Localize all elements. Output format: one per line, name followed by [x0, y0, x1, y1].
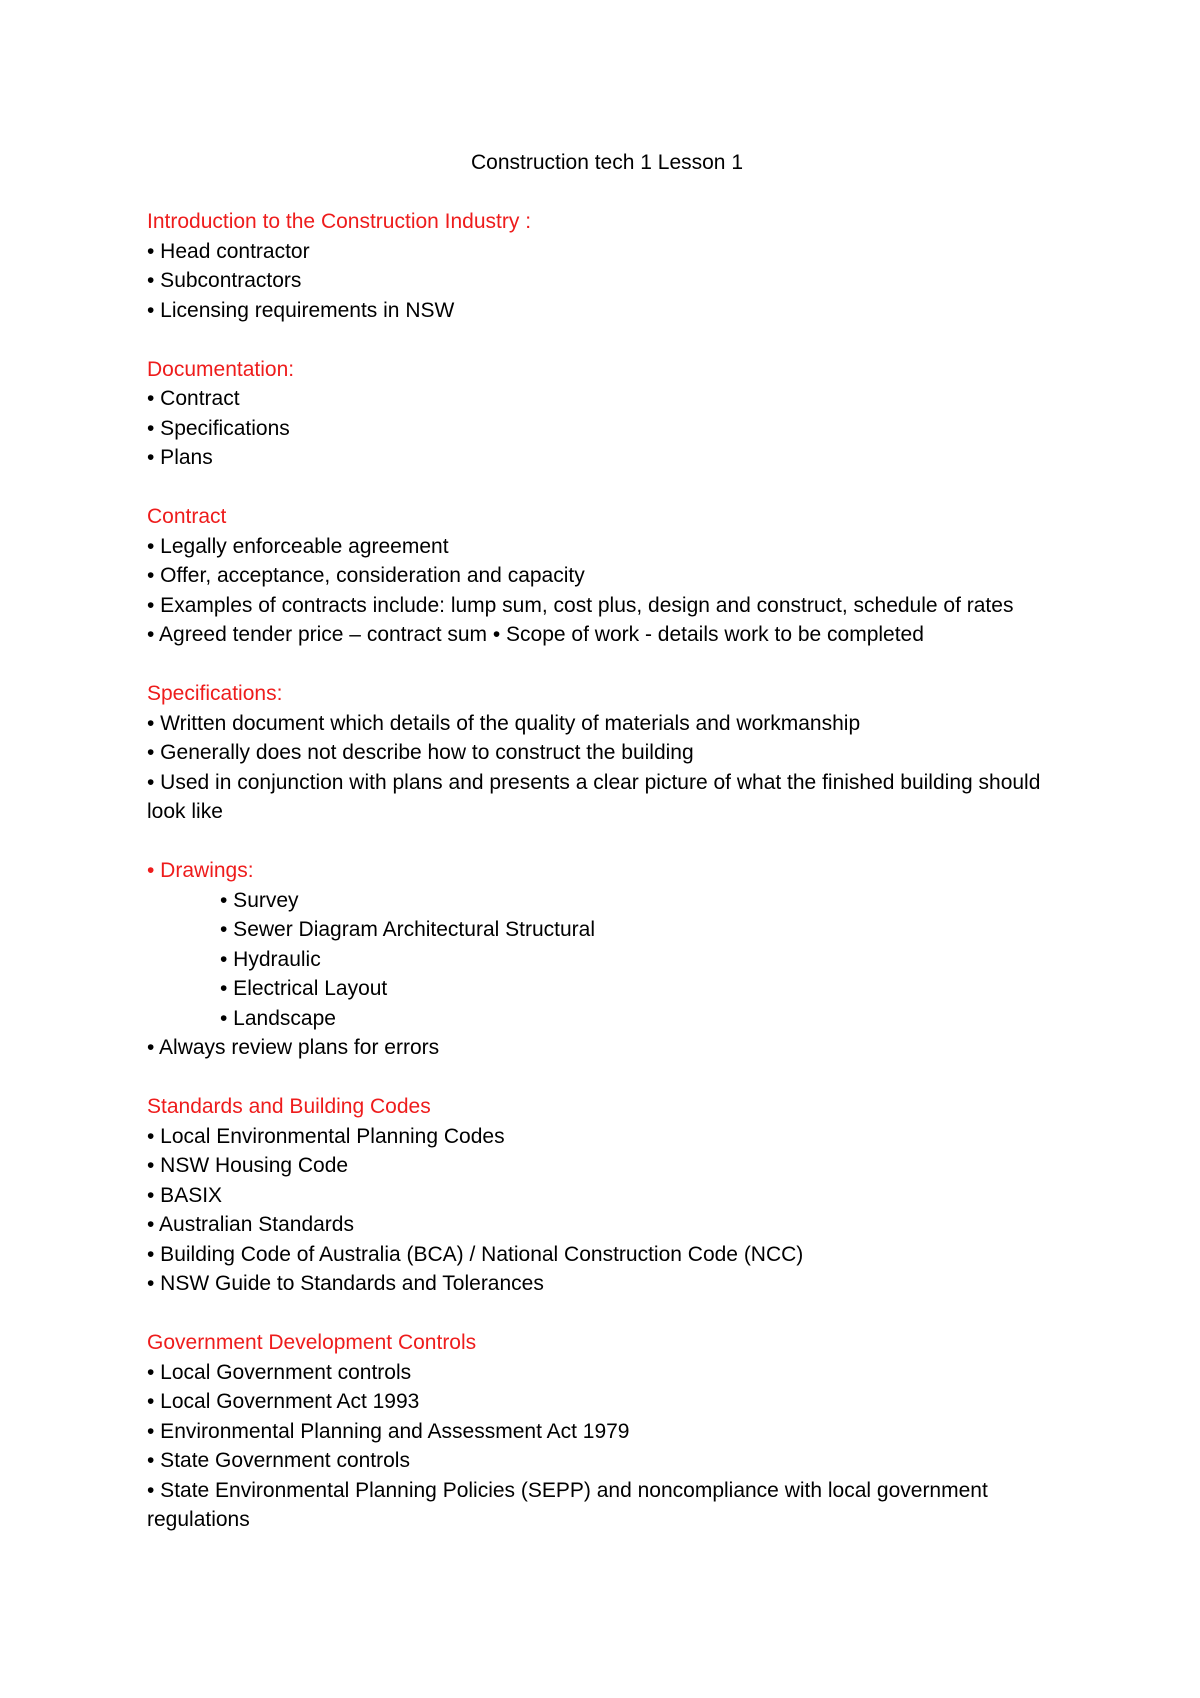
list-item: • Examples of contracts include: lump sum, cost plus, design and construct, schedule of rates: [147, 593, 1014, 617]
list-item: • Environmental Planning and Assessment Act 1979: [147, 1419, 630, 1443]
section-contract: [147, 502, 1067, 650]
list-item: • Generally does not describe how to construct the building: [147, 741, 694, 764]
list-item: • Agreed tender price – contract sum • Scope of work - details work to be completed: [147, 623, 924, 646]
list-item: • Local Government Act 1993: [147, 1390, 420, 1413]
list-item: • BASIX: [147, 1183, 223, 1207]
list-item: • Contract: [147, 387, 240, 410]
list-item: • Local Environmental Planning Codes: [147, 1124, 505, 1148]
section-drawings: [147, 856, 1067, 1063]
list-item: • Australian Standards: [147, 1213, 354, 1236]
list-item: • Used in conjunction with plans and presents a clear picture of what the finished building should look like: [147, 770, 1041, 823]
list-item: • Building Code of Australia (BCA) / National Construction Code (NCC): [147, 1242, 804, 1266]
sub-list-item: • Hydraulic: [220, 947, 321, 971]
list-item: • Plans: [147, 446, 213, 469]
list-item: • Licensing requirements in NSW: [147, 298, 455, 322]
document-body: [147, 148, 1067, 1564]
sub-list-item: • Landscape: [220, 1006, 336, 1030]
section-government-controls: [147, 1328, 1067, 1535]
section-documentation: [147, 355, 1067, 473]
list-item: • State Environmental Planning Policies (SEPP) and noncompliance with local government regulations: [147, 1478, 988, 1531]
list-item: • Offer, acceptance, consideration and capacity: [147, 564, 585, 587]
list-item: • Written document which details of the quality of materials and workmanship: [147, 711, 861, 735]
section-heading: Introduction to the Construction Industry :: [147, 210, 532, 233]
list-item: • Head contractor: [147, 239, 310, 263]
sub-list-item: • Sewer Diagram Architectural Structural: [220, 918, 595, 941]
list-item: • State Government controls: [147, 1449, 410, 1472]
sub-list-item: • Electrical Layout: [220, 977, 388, 1000]
list-item: • NSW Housing Code: [147, 1154, 349, 1177]
section-heading: Standards and Building Codes: [147, 1095, 431, 1118]
section-introduction: [147, 207, 1067, 325]
sub-list-item: • Survey: [220, 888, 299, 912]
list-item: • Specifications: [147, 416, 290, 440]
section-heading: Contract: [147, 505, 227, 528]
section-heading: • Drawings:: [147, 859, 254, 882]
section-heading: Government Development Controls: [147, 1331, 477, 1354]
list-item: • NSW Guide to Standards and Tolerances: [147, 1272, 544, 1295]
list-item: • Always review plans for errors: [147, 1036, 440, 1059]
section-heading: Specifications:: [147, 682, 283, 705]
list-item: • Subcontractors: [147, 269, 302, 292]
section-heading: Documentation:: [147, 357, 295, 381]
list-item: • Legally enforceable agreement: [147, 534, 449, 558]
list-item: • Local Government controls: [147, 1360, 412, 1384]
document-title: Construction tech 1 Lesson 1: [471, 151, 743, 174]
section-specifications: [147, 679, 1067, 827]
section-standards: [147, 1092, 1067, 1299]
